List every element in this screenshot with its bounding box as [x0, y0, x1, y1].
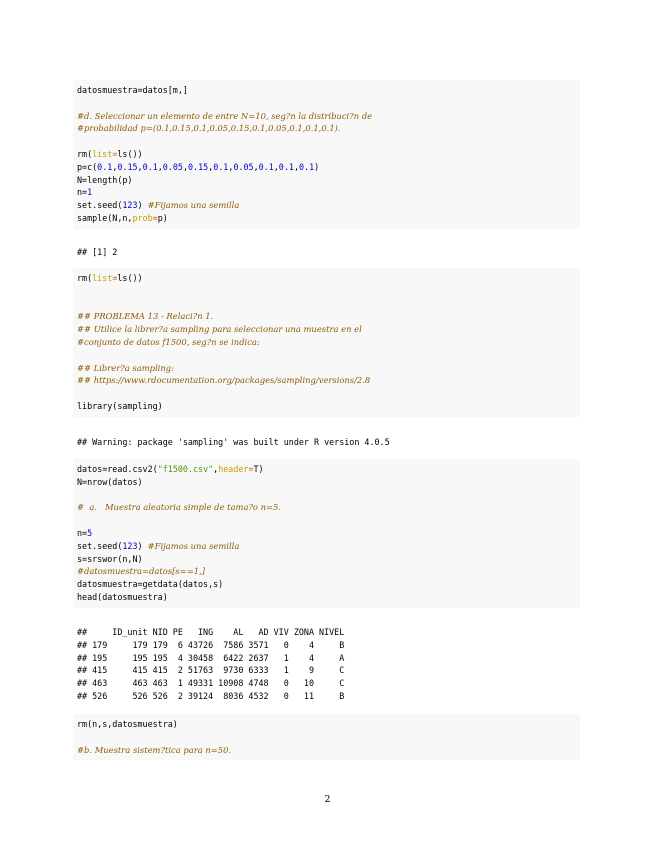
- output-table: [77, 626, 577, 703]
- code-line: n=5: [77, 527, 93, 538]
- code-comment: #probabilidad p=(0.1,0.15,0.1,0.05,0.15,0.1,0.05,0.1,0.1,0.1).: [77, 123, 341, 134]
- code-comment: #b. Muestra sistem?tica para n=50.: [77, 744, 232, 755]
- warning-line: ## Warning: package 'sampling' was built under R version 4.0.5: [77, 437, 390, 447]
- table-header: ## ID_unit NID PE ING AL AD VIV ZONA NIVEL: [77, 627, 345, 637]
- code-line-p-vector: p=c(0.1,0.15,0.1,0.05,0.15,0.1,0.05,0.1,0.1,0.1): [77, 161, 320, 172]
- output-block-1: [77, 246, 577, 259]
- code-comment: #conjunto de datos f1500, seg?n se indica:: [77, 336, 260, 347]
- code-line: set.seed(123) #Fijamos una semilla: [77, 200, 240, 211]
- code-line: head(datosmuestra): [77, 591, 168, 602]
- code-line: datosmuestra=getdata(datos,s): [77, 579, 224, 590]
- code-chunk-1: [73, 80, 580, 229]
- table-row: ## 526 526 526 2 39124 8036 4532 0 11 B: [77, 690, 345, 701]
- code-line: rm(list=ls()): [77, 273, 143, 283]
- code-line: set.seed(123) #Fijamos una semilla: [77, 540, 240, 551]
- code-line: sample(N,n,prob=p): [77, 212, 168, 223]
- code-line: N=nrow(datos): [77, 476, 143, 487]
- code-line: datos=read.csv2("f1500.csv",header=T): [77, 464, 264, 474]
- page-number: 2: [324, 794, 331, 805]
- code-comment: ## Utilice la librer?a sampling para seleccionar una muestra en el: [77, 324, 362, 335]
- code-comment: #d. Seleccionar un elemento de entre N=10, seg?n la distribuci?n de: [77, 110, 373, 121]
- code-line: rm(n,s,datosmuestra): [77, 719, 178, 729]
- table-row: ## 415 415 415 2 51763 9730 6333 1 9 C: [77, 665, 345, 676]
- code-chunk-2: [73, 268, 580, 417]
- code-line: datosmuestra=datos[m,]: [77, 85, 188, 95]
- output-line: ## [1] 2: [77, 247, 118, 257]
- code-chunk-4: [73, 714, 580, 760]
- table-row: ## 463 463 463 1 49331 10908 4748 0 10 C: [77, 678, 345, 689]
- code-line: rm(list=ls()): [77, 148, 143, 159]
- table-row: ## 179 179 179 6 43726 7586 3571 0 4 B: [77, 639, 345, 650]
- code-comment: ## https://www.rdocumentation.org/packages/sampling/versions/2.8: [77, 375, 371, 386]
- code-comment: #datosmuestra=datos[s==1,]: [77, 566, 205, 577]
- code-comment: ## Librer?a sampling:: [77, 362, 174, 373]
- code-comment: ## PROBLEMA 13 - Relaci?n 1.: [77, 311, 214, 322]
- table-row: ## 195 195 195 4 30458 6422 2637 1 4 A: [77, 652, 345, 663]
- code-line: N=length(p): [77, 174, 133, 185]
- code-chunk-3: [73, 459, 580, 608]
- output-block-2: [77, 436, 577, 449]
- code-line: s=srswor(n,N): [77, 553, 143, 564]
- code-line: n=1: [77, 187, 93, 198]
- code-comment: # a. Muestra aleatoria simple de tama?o n=5.: [77, 502, 282, 513]
- code-line: library(sampling): [77, 400, 163, 411]
